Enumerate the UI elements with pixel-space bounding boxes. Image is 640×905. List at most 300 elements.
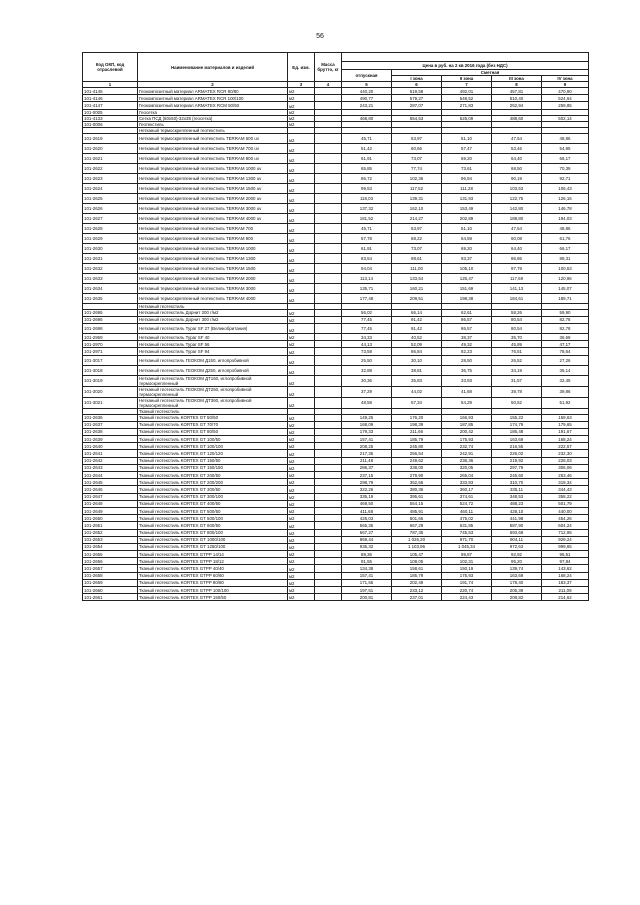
row-price-release: 25,50 (342, 355, 392, 365)
row-price-zone-3: 428,10 (492, 507, 542, 514)
row-price-release: 335,19 (342, 493, 392, 500)
table-row (83, 457, 589, 464)
row-unit: м2 (288, 293, 315, 303)
row-price-zone-1: 57,34 (392, 397, 442, 408)
row-price-release: 149,25 (342, 414, 392, 421)
row-unit: м2 (288, 579, 315, 586)
row-price-release: 211,48 (342, 457, 392, 464)
row-unit: м2 (288, 543, 315, 550)
row-price-release: 56,02 (342, 309, 392, 316)
row-unit: м2 (288, 565, 315, 572)
row-name: Тканый геотекстиль KORTEX GT 800/100 (138, 529, 288, 536)
row-price-zone-3: 139,74 (492, 565, 542, 572)
row-unit: м2 (288, 507, 315, 514)
table-row (83, 213, 589, 223)
row-mass (315, 253, 342, 263)
row-name: Нетканый термоскрепленный геотекстиль (138, 127, 288, 133)
row-price-zone-1: 352,66 (392, 479, 442, 486)
row-mass (315, 428, 342, 435)
row-price-zone-4: 54,95 (542, 143, 589, 153)
table-row (83, 464, 589, 471)
row-unit: м2 (288, 529, 315, 536)
row-code: 101-2625 (83, 193, 138, 203)
row-unit: м2 (288, 163, 315, 173)
table-row (83, 203, 589, 213)
row-unit: м2 (288, 203, 315, 213)
row-code: 101-3017 (83, 355, 138, 365)
row-price-release: 157,41 (342, 436, 392, 443)
row-mass (315, 283, 342, 293)
row-price-zone-3: 510,40 (492, 95, 542, 102)
row-name: Геокомпозитный материал ARMATEX RCR 100/100 (138, 95, 288, 102)
row-price-release: 208,25 (342, 443, 392, 450)
row-price-release: 30,36 (342, 375, 392, 386)
row-price-zone-4: 501,79 (542, 500, 589, 507)
row-price-zone-4: 306,06 (542, 464, 589, 471)
row-price-zone-4: 146,78 (542, 203, 589, 213)
row-code: 101-2652 (83, 529, 138, 536)
row-price-zone-4: 470,90 (542, 88, 589, 95)
row-unit: м2 (288, 253, 315, 263)
row-unit: м2 (288, 472, 315, 479)
row-price-zone-3: 86,86 (492, 253, 542, 263)
header-zone-2: II зона (442, 76, 492, 82)
row-price-zone-1: 185,79 (392, 436, 442, 443)
table-row (83, 143, 589, 153)
row-price-release: 135,71 (342, 283, 392, 293)
row-price-zone-3: 53,46 (492, 143, 542, 153)
row-price-release: 137,32 (342, 203, 392, 213)
row-price-release: 440,20 (342, 88, 392, 95)
row-price-release: 490,77 (342, 95, 392, 102)
row-price-release: 65,85 (342, 163, 392, 173)
row-unit: м2 (288, 102, 315, 109)
row-name: Нетканый термоскрепленный геотекстиль TERRAM 700 (138, 223, 288, 233)
table-row (83, 243, 589, 253)
row-price-zone-4: 358,22 (542, 493, 589, 500)
row-price-zone-4: 191,67 (542, 428, 589, 435)
row-price-zone-3: 205,39 (492, 587, 542, 594)
row-code: 101-2657 (83, 565, 138, 572)
row-code: 101-2651 (83, 522, 138, 529)
row-price-zone-1: 133,54 (392, 273, 442, 283)
row-price-release: 86,72 (342, 173, 392, 183)
table-row (83, 515, 589, 522)
table-row (83, 163, 589, 173)
header-unit: Ед. изм. (288, 53, 315, 82)
row-name: Тканый геотекстиль KORTEX GT 300/50 (138, 486, 288, 493)
table-row (83, 95, 589, 102)
row-name: Тканый геотекстиль KORTEX GT 200/200 (138, 479, 288, 486)
row-price-zone-2: 38,37 (442, 333, 492, 340)
row-unit: м2 (288, 450, 315, 457)
row-price-release: 286,37 (342, 464, 392, 471)
row-code: 101-2640 (83, 443, 138, 450)
row-price-zone-3: 90,19 (492, 173, 542, 183)
row-code: 101-2642 (83, 457, 138, 464)
row-mass (315, 173, 342, 183)
row-price-zone-2: 105,10 (442, 263, 492, 273)
table-row (83, 579, 589, 586)
row-name: Тканый геотекстиль KORTEX GTPP 14/14 (138, 551, 288, 558)
row-price-release: 168,09 (342, 421, 392, 428)
row-name: Тканый геотекстиль KORTEX GT 100/100 (138, 443, 288, 450)
table-row (83, 500, 589, 507)
row-mass (315, 500, 342, 507)
row-price-zone-2: 524,72 (442, 500, 492, 507)
row-price-zone-2: 86,57 (442, 323, 492, 333)
row-code: 101-2660 (83, 587, 138, 594)
row-price-zone-1: 279,90 (392, 472, 442, 479)
row-price-release: 118,03 (342, 193, 392, 203)
row-price-zone-4: 78,64 (542, 348, 589, 355)
row-name: Тканый геотекстиль KORTEX GT 1250/100 (138, 543, 288, 550)
row-price-release: 469,50 (342, 500, 392, 507)
row-price-zone-3: 335,11 (492, 486, 542, 493)
row-name: Тканый геотекстиль KORTEX GT 200/50 (138, 472, 288, 479)
row-price-zone-2: 745,53 (442, 529, 492, 536)
row-mass (315, 472, 342, 479)
row-price-release: 83,54 (342, 253, 392, 263)
row-code: 101-2696 (83, 316, 138, 323)
row-unit: м2 (288, 365, 315, 375)
row-price-zone-2: 492,01 (442, 88, 492, 95)
row-price-release: 73,58 (342, 348, 392, 355)
row-price-zone-4: 106,43 (542, 183, 589, 193)
row-price-zone-1: 287,07 (392, 102, 442, 109)
row-unit: м2 (288, 243, 315, 253)
row-name: Нетканый геотекстиль Typar SF 56 (138, 341, 288, 348)
row-unit: м2 (288, 309, 315, 316)
row-unit: м2 (288, 500, 315, 507)
row-price-zone-3: 163,69 (492, 572, 542, 579)
table-row (83, 365, 589, 375)
row-name: Нетканый геотекстиль Typar SF 94 (138, 348, 288, 355)
row-code: 101-2620 (83, 143, 138, 153)
row-price-zone-1: 38,81 (392, 365, 442, 375)
table-row (83, 348, 589, 355)
row-price-zone-1: 214,27 (392, 213, 442, 223)
row-price-zone-2: 333,93 (442, 479, 492, 486)
row-price-zone-4: 253,46 (542, 472, 589, 479)
row-price-zone-2: 525,09 (442, 115, 492, 121)
row-price-zone-3: 95,20 (492, 558, 542, 565)
row-price-release: 197,51 (342, 587, 392, 594)
row-price-zone-1: 40,52 (392, 333, 442, 340)
row-price-zone-4: 120,96 (542, 273, 589, 283)
row-price-zone-3: 226,02 (492, 450, 542, 457)
table-row (83, 450, 589, 457)
row-price-zone-1: 139,31 (392, 193, 442, 203)
table-row (83, 173, 589, 183)
row-name: Нетканый геотекстиль Дорнит 300 г/м2 (138, 316, 288, 323)
row-price-zone-3: 31,57 (492, 375, 542, 386)
row-price-zone-1: 249,62 (392, 457, 442, 464)
row-price-zone-1: 233,12 (392, 587, 442, 594)
row-unit: м2 (288, 493, 315, 500)
row-code: 101-2654 (83, 543, 138, 550)
row-price-zone-4: 59,90 (542, 309, 589, 316)
row-name: Нетканый термоскрепленный геотекстиль TERRAM 3000 (138, 283, 288, 293)
table-row (83, 193, 589, 203)
row-price-release: 45,71 (342, 223, 392, 233)
row-unit: м2 (288, 375, 315, 386)
row-price-zone-2: 51,10 (442, 133, 492, 143)
row-price-zone-4: 100,53 (542, 263, 589, 273)
row-name: Тканый геотекстиль KORTEX GT 100/50 (138, 436, 288, 443)
row-price-zone-2: 153,49 (442, 203, 492, 213)
row-code: 101-2630 (83, 243, 138, 253)
row-code: 101-2970 (83, 341, 138, 348)
table-row (83, 543, 589, 550)
row-price-zone-1: 158,61 (392, 565, 442, 572)
row-price-zone-1: 211,66 (392, 428, 442, 435)
row-price-zone-1: 519,58 (392, 88, 442, 95)
row-unit: м2 (288, 323, 315, 333)
row-price-zone-2: 202,89 (442, 213, 492, 223)
colnum: 8 (492, 82, 542, 88)
row-price-zone-4: 36,69 (542, 333, 589, 340)
row-price-zone-2: 69,20 (442, 243, 492, 253)
row-mass (315, 421, 342, 428)
row-unit: м2 (288, 109, 315, 115)
row-price-zone-4: 95,51 (542, 551, 589, 558)
row-price-release: 200,81 (342, 594, 392, 601)
row-price-zone-1: 176,20 (392, 414, 442, 421)
row-price-zone-4: 712,95 (542, 529, 589, 536)
row-mass (315, 594, 342, 601)
row-mass (315, 565, 342, 572)
row-price-zone-1: 1 026,20 (392, 536, 442, 543)
row-mass (315, 558, 342, 565)
row-code: 101-2635 (83, 293, 138, 303)
row-code: 101-2643 (83, 464, 138, 471)
header-zone-1: I зона (392, 76, 442, 82)
row-unit: м2 (288, 88, 315, 95)
table-row (83, 273, 589, 283)
row-price-zone-2: 320,05 (442, 464, 492, 471)
table-row (83, 309, 589, 316)
row-price-zone-1: 117,52 (392, 183, 442, 193)
row-price-zone-4: 454,26 (542, 515, 589, 522)
row-price-zone-1: 91,42 (392, 316, 442, 323)
row-mass (315, 443, 342, 450)
row-code: 101-4145 (83, 88, 138, 95)
row-code: 101-4146 (83, 95, 138, 102)
row-price-release: 217,35 (342, 450, 392, 457)
row-unit: м2 (288, 348, 315, 355)
colnum: 9 (542, 82, 589, 88)
table-row (83, 293, 589, 303)
table-row (83, 283, 589, 293)
row-mass (315, 579, 342, 586)
row-name: Тканый геотекстиль (138, 408, 288, 414)
row-price-release: 468,80 (342, 115, 392, 121)
row-price-zone-3: 693,68 (492, 529, 542, 536)
row-price-zone-3: 246,60 (492, 472, 542, 479)
row-price-zone-1: 485,91 (392, 507, 442, 514)
row-unit: м2 (288, 193, 315, 203)
row-price-zone-1: 185,79 (392, 572, 442, 579)
row-unit: м2 (288, 587, 315, 594)
row-price-zone-2: 191,74 (442, 579, 492, 586)
row-unit: м2 (288, 341, 315, 348)
row-price-zone-3: 488,23 (492, 500, 542, 507)
row-price-zone-4: 604,24 (542, 522, 589, 529)
row-price-release: 45,71 (342, 133, 392, 143)
row-name: Нетканый геотекстиль (138, 303, 288, 309)
row-price-zone-1: 202,49 (392, 579, 442, 586)
row-code: 101-2659 (83, 579, 138, 586)
row-name: Нетканый термоскрепленный геотекстиль TERRAM 3000 uv (138, 203, 288, 213)
row-price-zone-2: 28,50 (442, 355, 492, 365)
row-price-zone-1: 256,54 (392, 450, 442, 457)
row-unit: м2 (288, 173, 315, 183)
row-price-zone-3: 80,54 (492, 323, 542, 333)
row-price-zone-4: 66,17 (542, 243, 589, 253)
row-price-zone-1: 77,74 (392, 163, 442, 173)
row-price-release: 94,04 (342, 263, 392, 273)
row-code: 101-2638 (83, 428, 138, 435)
table-row (83, 375, 589, 386)
row-price-zone-1: 162,10 (392, 203, 442, 213)
row-price-zone-3: 587,90 (492, 522, 542, 529)
row-name: Нетканый геотекстиль ГЕОКОМ ДТ250, иглопробивной термоскрепленный (138, 386, 288, 397)
row-name: Тканый геотекстиль KORTEX GTPP 60/60 (138, 572, 288, 579)
row-price-zone-2: 64,59 (442, 233, 492, 243)
row-mass (315, 397, 342, 408)
row-price-zone-2: 166,93 (442, 414, 492, 421)
row-unit: м2 (288, 386, 315, 397)
row-code: 101-2646 (83, 486, 138, 493)
row-name: Нетканый термоскрепленный геотекстиль TERRAM 1000 (138, 243, 288, 253)
row-code: 101-2628 (83, 223, 138, 233)
row-price-zone-1: 111,00 (392, 263, 442, 273)
row-price-zone-1: 30,10 (392, 355, 442, 365)
row-price-zone-2: 548,52 (442, 95, 492, 102)
row-price-zone-4: 89,31 (542, 253, 589, 263)
row-price-zone-4: 82,78 (542, 323, 589, 333)
row-price-zone-2: 200,42 (442, 428, 492, 435)
row-price-zone-2: 475,02 (442, 515, 492, 522)
row-price-zone-1: 53,97 (392, 133, 442, 143)
table-row (83, 558, 589, 565)
row-mass (315, 486, 342, 493)
row-price-zone-4: 48,86 (542, 223, 589, 233)
row-price-release: 99,53 (342, 183, 392, 193)
row-code: 101-4133 (83, 115, 138, 121)
row-name: Нетканый термоскрепленный геотекстиль TERRAM 1500 (138, 263, 288, 273)
row-price-zone-2: 265,04 (442, 472, 492, 479)
row-price-zone-3: 68,50 (492, 163, 542, 173)
row-price-zone-4: 194,03 (542, 213, 589, 223)
row-price-zone-1: 338,00 (392, 464, 442, 471)
row-mass (315, 507, 342, 514)
row-price-zone-4: 47,17 (542, 341, 589, 348)
row-mass (315, 515, 342, 522)
row-price-zone-1: 91,42 (392, 323, 442, 333)
row-price-release: 57,78 (342, 233, 392, 243)
row-price-zone-1: 380,36 (392, 486, 442, 493)
row-price-release: 181,52 (342, 213, 392, 223)
row-unit: м2 (288, 594, 315, 601)
row-price-zone-1: 501,66 (392, 515, 442, 522)
table-row (83, 594, 589, 601)
row-price-zone-2: 1 045,34 (442, 543, 492, 550)
row-code: 101-2636 (83, 414, 138, 421)
row-name: Тканый геотекстиль KORTEX GTPP 18/12 (138, 558, 288, 565)
row-price-zone-4: 48,86 (542, 133, 589, 143)
row-mass (315, 143, 342, 153)
row-price-zone-2: 236,36 (442, 457, 492, 464)
row-price-zone-1: 209,51 (392, 293, 442, 303)
row-name: Сетка ПСД (50х50)-32х38 (геосетка) (138, 115, 288, 121)
row-name: Нетканый термоскрепленный геотекстиль TERRAM 2000 (138, 273, 288, 283)
row-price-zone-1: 554,53 (392, 115, 442, 121)
row-name: Нетканый геотекстиль Typar SF 40 (138, 333, 288, 340)
row-price-release: 51,42 (342, 143, 392, 153)
table-row (83, 443, 589, 450)
row-mass (315, 243, 342, 253)
table-row (83, 253, 589, 263)
row-price-release: 565,35 (342, 522, 392, 529)
row-price-release: 113,14 (342, 273, 392, 283)
table-row (83, 183, 589, 193)
row-price-zone-4: 226,03 (542, 457, 589, 464)
row-mass (315, 479, 342, 486)
row-price-zone-4: 189,71 (542, 293, 589, 303)
table-row (83, 341, 589, 348)
row-code: 101-2661 (83, 594, 138, 601)
row-mass (315, 457, 342, 464)
row-price-zone-1: 160,21 (392, 283, 442, 293)
table-body (83, 88, 589, 601)
row-price-zone-4: 61,76 (542, 233, 589, 243)
row-price-zone-1: 667,29 (392, 522, 442, 529)
row-price-release: 179,33 (342, 428, 392, 435)
row-mass (315, 233, 342, 243)
row-price-zone-1: 73,07 (392, 243, 442, 253)
row-price-release: 44,13 (342, 341, 392, 348)
row-code: 101-2658 (83, 572, 138, 579)
row-mass (315, 193, 342, 203)
table-row (83, 421, 589, 428)
row-price-zone-1: 86,84 (392, 348, 442, 355)
row-price-zone-1: 554,15 (392, 500, 442, 507)
row-price-zone-1: 66,14 (392, 309, 442, 316)
row-price-zone-4: 168,24 (542, 436, 589, 443)
row-price-zone-4: 97,84 (542, 558, 589, 565)
row-price-zone-2: 175,93 (442, 572, 492, 579)
row-code: 101-3021 (83, 397, 138, 408)
row-code: 101-2626 (83, 203, 138, 213)
row-price-zone-3: 155,22 (492, 414, 542, 421)
row-mass (315, 551, 342, 558)
row-price-zone-4: 27,26 (542, 355, 589, 365)
row-price-zone-3: 64,40 (492, 153, 542, 163)
row-price-zone-4: 502,14 (542, 115, 589, 121)
table-row (83, 551, 589, 558)
row-price-zone-2: 150,19 (442, 565, 492, 572)
row-price-zone-3: 188,80 (492, 213, 542, 223)
row-price-zone-2: 54,29 (442, 397, 492, 408)
row-code: 101-2629 (83, 233, 138, 243)
table-row (83, 522, 589, 529)
row-name: Тканый геотекстиль KORTEX GT 500/100 (138, 515, 288, 522)
row-price-zone-4: 126,16 (542, 193, 589, 203)
row-price-zone-2: 41,68 (442, 386, 492, 397)
row-price-zone-3: 178,40 (492, 579, 542, 586)
